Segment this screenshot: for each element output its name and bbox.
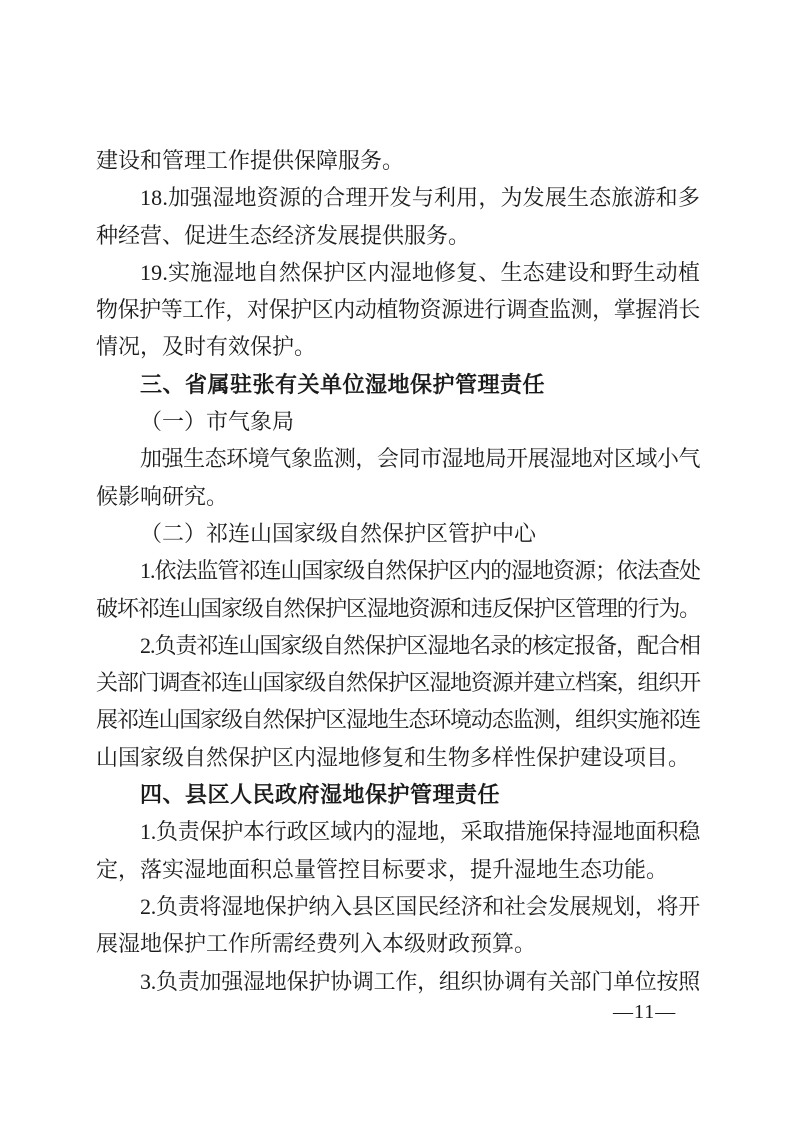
text-line <box>96 739 700 776</box>
line-text: 2.负责将湿地保护纳入县区国民经济和社会发展规划，将开 <box>140 893 700 919</box>
line-text: （二）祁连山国家级自然保护区管护中心 <box>140 520 537 546</box>
line-text: 展湿地保护工作所需经费列入本级财政预算。 <box>96 931 537 957</box>
text-line <box>96 291 700 328</box>
text-line <box>96 963 700 1000</box>
text-line <box>96 328 700 365</box>
text-line <box>96 851 700 888</box>
line-text: 候影响研究。 <box>96 483 229 509</box>
text-line <box>96 179 700 216</box>
text-line <box>96 440 700 477</box>
text-line <box>96 217 700 254</box>
text-line <box>96 813 700 850</box>
line-text: 19.实施湿地自然保护区内湿地修复、生态建设和野生动植 <box>140 259 700 285</box>
line-text: 种经营、促进生态经济发展提供服务。 <box>96 222 471 248</box>
line-text: 18.加强湿地资源的合理开发与利用，为发展生态旅游和多 <box>140 185 700 211</box>
line-text: 展祁连山国家级自然保护区湿地生态环境动态监测，组织实施祁连 <box>96 707 700 733</box>
text-line <box>96 478 700 515</box>
section-heading <box>96 366 700 403</box>
text-line <box>96 664 700 701</box>
text-line <box>96 552 700 589</box>
line-text: （一）市气象局 <box>140 409 295 435</box>
text-line <box>96 142 700 179</box>
sub-heading <box>96 515 700 552</box>
line-text: 定，落实湿地面积总量管控目标要求，提升湿地生态功能。 <box>96 856 669 882</box>
line-text: 1.依法监管祁连山国家级自然保护区内的湿地资源；依法查处 <box>140 558 700 584</box>
page-number: —11— <box>613 1001 677 1023</box>
line-text: 情况，及时有效保护。 <box>96 334 317 360</box>
line-text: 四、县区人民政府湿地保护管理责任 <box>140 782 501 808</box>
line-text: 关部门调查祁连山国家级自然保护区湿地资源并建立档案，组织开 <box>96 670 700 696</box>
text-line <box>96 888 700 925</box>
line-text: 三、省属驻张有关单位湿地保护管理责任 <box>140 371 546 397</box>
sub-heading <box>96 403 700 440</box>
line-text: 加强生态环境气象监测，会同市湿地局开展湿地对区域小气 <box>140 446 700 472</box>
line-text: 破坏祁连山国家级自然保护区湿地资源和违反保护区管理的行为。 <box>96 595 700 621</box>
text-line <box>96 590 700 627</box>
text-line <box>96 925 700 962</box>
text-block <box>96 142 700 1000</box>
text-line <box>96 627 700 664</box>
line-text: 山国家级自然保护区内湿地修复和生物多样性保护建设项目。 <box>96 744 691 770</box>
text-line <box>96 254 700 291</box>
line-text: 2.负责祁连山国家级自然保护区湿地名录的核定报备，配合相 <box>140 632 700 658</box>
section-heading <box>96 776 700 813</box>
line-text: 建设和管理工作提供保障服务。 <box>96 148 405 173</box>
text-line <box>96 701 700 738</box>
line-text: 1.负责保护本行政区域内的湿地，采取措施保持湿地面积稳 <box>140 819 700 845</box>
line-text: 3.负责加强湿地保护协调工作，组织协调有关部门单位按照 <box>140 968 700 994</box>
line-text: 物保护等工作，对保护区内动植物资源进行调查监测，掌握消长 <box>96 297 700 323</box>
